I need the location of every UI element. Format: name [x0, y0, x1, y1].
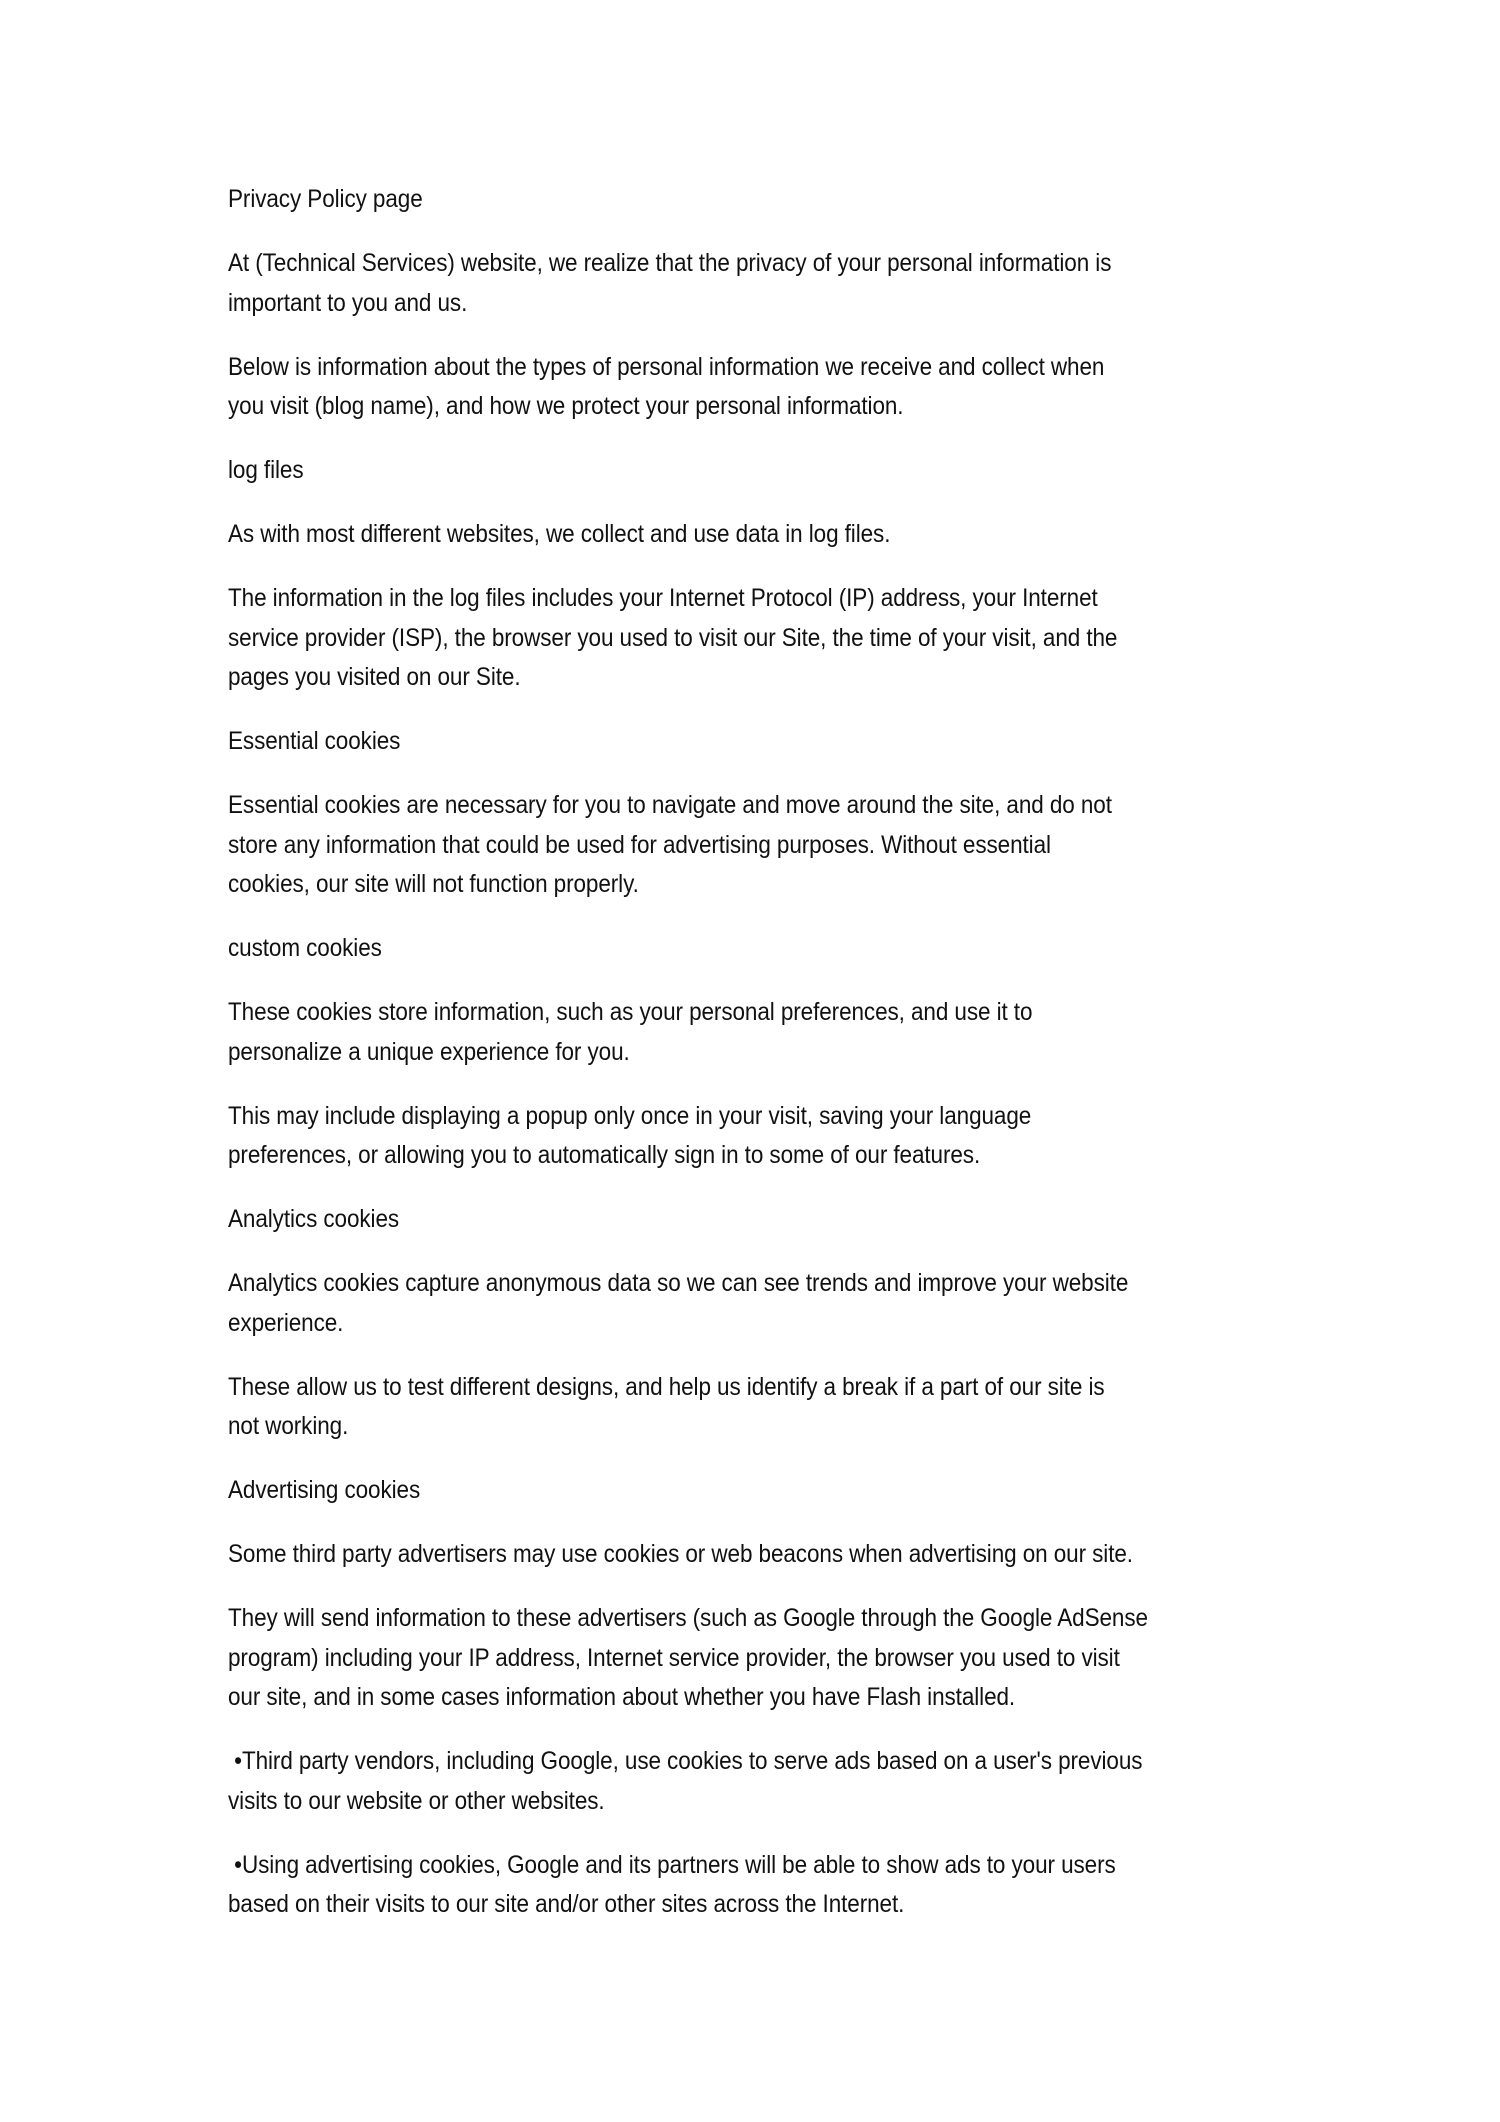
essential-cookies-paragraph [228, 786, 1288, 905]
text-line: program) including your IP address, Internet service provider, the browser you used to visit [228, 1643, 1120, 1672]
custom-cookies-examples-paragraph [228, 1097, 1288, 1176]
text-line: preferences, or allowing you to automatically sign in to some of our features. [228, 1141, 981, 1169]
advertising-cookies-paragraph [228, 1535, 1288, 1575]
bullet-third-party-vendors [228, 1742, 1288, 1821]
section-heading-essential-cookies [228, 722, 1288, 762]
log-files-paragraph [228, 515, 1288, 555]
text-line: Analytics cookies capture anonymous data so we can see trends and improve your website [228, 1269, 1129, 1297]
text-line: Essential cookies are necessary for you to navigate and move around the site, and do not [228, 791, 1112, 819]
section-heading-log-files [228, 451, 1288, 491]
log-files-details-paragraph [228, 579, 1288, 698]
page-title [228, 180, 1288, 220]
text-line: Below is information about the types of personal information we receive and collect when [228, 352, 1105, 381]
text-line: Analytics cookies [228, 1205, 400, 1233]
bullet-google-partners [228, 1846, 1288, 1925]
overview-paragraph [228, 348, 1288, 427]
text-line: not working. [228, 1412, 349, 1440]
text-line: At (Technical Services) website, we realize that the privacy of your personal information is [228, 249, 1112, 277]
text-line: visits to our website or other websites. [228, 1786, 605, 1815]
text-line: service provider (ISP), the browser you used to visit our Site, the time of your visit, and the [228, 623, 1118, 652]
analytics-cookies-purpose-paragraph [228, 1368, 1288, 1447]
text-line: you visit (blog name), and how we protect your personal information. [228, 392, 904, 420]
text-line: •Third party vendors, including Google, use cookies to serve ads based on a user's previous [228, 1747, 1143, 1775]
text-line: important to you and us. [228, 288, 468, 317]
advertisers-information-paragraph [228, 1599, 1288, 1718]
text-line: Privacy Policy page [228, 185, 423, 213]
document-content [228, 180, 1288, 1949]
text-line: Advertising cookies [228, 1476, 421, 1504]
text-line: personalize a unique experience for you. [228, 1037, 630, 1066]
text-line: Some third party advertisers may use cookies or web beacons when advertising on our site. [228, 1540, 1133, 1568]
text-line: The information in the log files includes your Internet Protocol (IP) address, your Internet [228, 584, 1098, 612]
text-line: cookies, our site will not function properly. [228, 870, 639, 898]
text-line: log files [228, 456, 304, 484]
text-line: •Using advertising cookies, Google and its partners will be able to show ads to your users [228, 1850, 1116, 1879]
text-line: This may include displaying a popup only once in your visit, saving your language [228, 1101, 1032, 1130]
section-heading-custom-cookies [228, 929, 1288, 969]
custom-cookies-paragraph [228, 993, 1288, 1072]
text-line: custom cookies [228, 934, 382, 962]
section-heading-analytics-cookies [228, 1200, 1288, 1240]
text-line: These cookies store information, such as your personal preferences, and use it to [228, 998, 1033, 1026]
text-line: store any information that could be used for advertising purposes. Without essential [228, 830, 1051, 859]
text-line: our site, and in some cases information about whether you have Flash installed. [228, 1683, 1016, 1711]
text-line: Essential cookies [228, 727, 401, 755]
analytics-cookies-paragraph [228, 1264, 1288, 1343]
text-line: based on their visits to our site and/or other sites across the Internet. [228, 1890, 905, 1918]
text-line: pages you visited on our Site. [228, 663, 521, 691]
text-line: They will send information to these advertisers (such as Google through the Google AdSense [228, 1604, 1148, 1632]
intro-paragraph [228, 244, 1288, 323]
text-line: As with most different websites, we collect and use data in log files. [228, 520, 891, 548]
text-line: experience. [228, 1308, 344, 1337]
text-line: These allow us to test different designs, and help us identify a break if a part of our site is [228, 1372, 1105, 1401]
section-heading-advertising-cookies [228, 1471, 1288, 1511]
